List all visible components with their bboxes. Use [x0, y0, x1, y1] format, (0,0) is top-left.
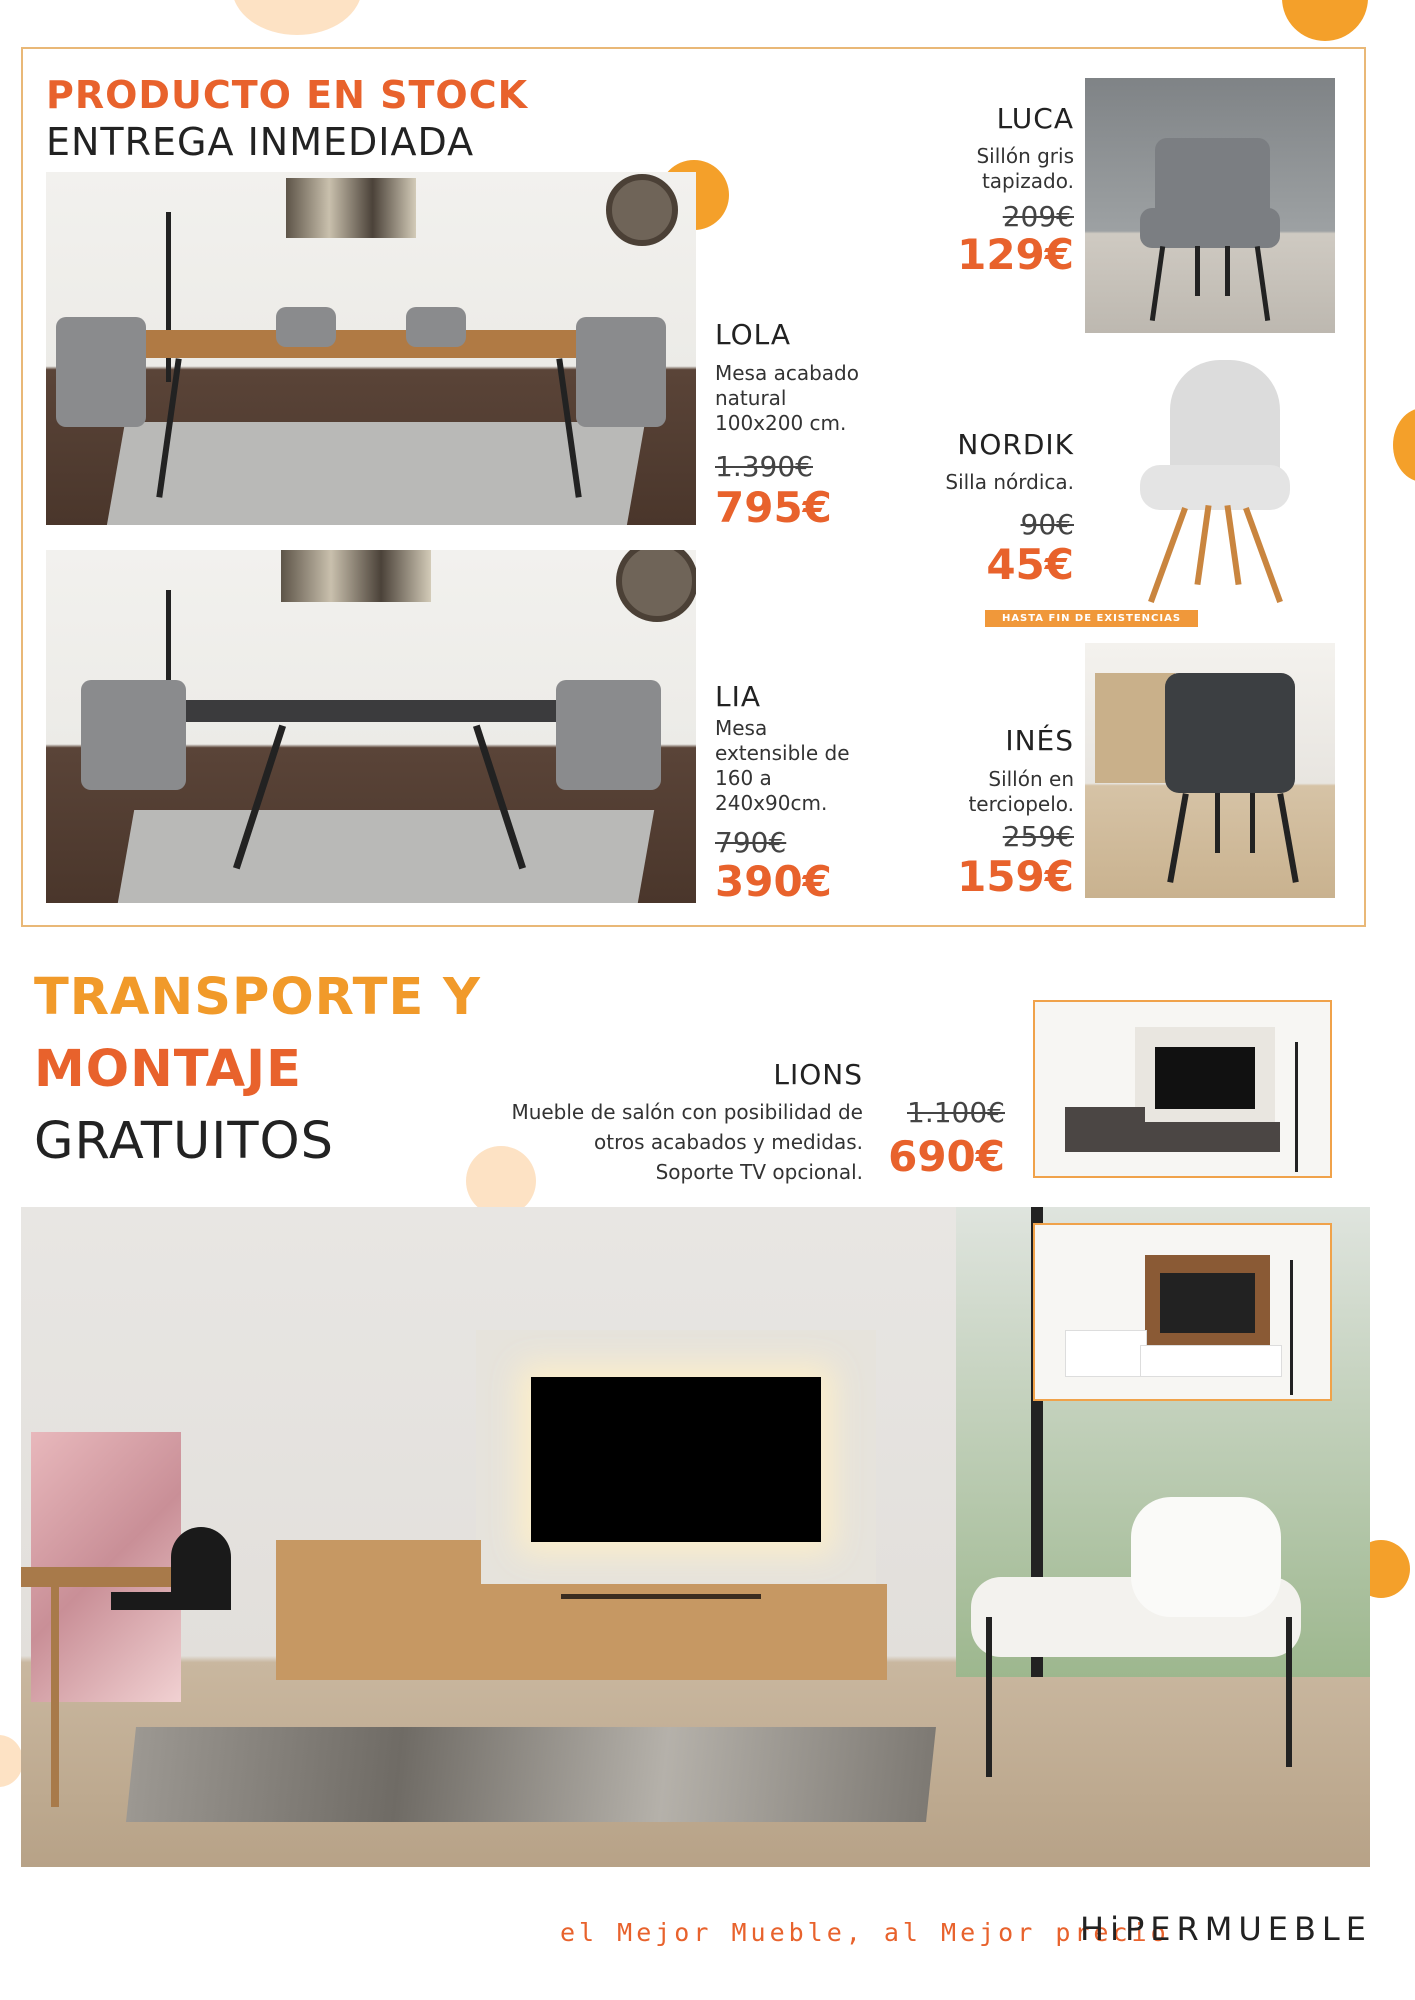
nordik-old-price: 90€ [1020, 508, 1074, 541]
lions-variant-white-photo [1033, 1223, 1332, 1401]
decor-circle [1282, 0, 1368, 41]
brand-logo: HiPERMUEBLE [1080, 1910, 1372, 1948]
nordik-chair-photo [1110, 355, 1315, 615]
transport-title: TRANSPORTE Y [34, 968, 481, 1027]
nordik-name: NORDIK [957, 428, 1074, 461]
luca-new-price: 129€ [957, 230, 1074, 279]
luca-chair-photo [1085, 78, 1335, 333]
montaje-title: MONTAJE [34, 1040, 302, 1099]
decor-circle [0, 1735, 23, 1787]
ines-new-price: 159€ [957, 852, 1074, 901]
lions-name: LIONS [773, 1058, 863, 1091]
stock-subtitle: ENTREGA INMEDIADA [46, 120, 475, 164]
lola-name: LOLA [715, 318, 792, 351]
lions-variant-dark-photo [1033, 1000, 1332, 1178]
ines-chair-photo [1085, 643, 1335, 898]
lia-table-photo [46, 550, 696, 903]
lions-description: Mueble de salón con posibilidad de otros acabados y medidas. Soporte TV opcional. [511, 1100, 863, 1184]
lola-old-price: 1.390€ [715, 450, 813, 483]
lola-table-photo [46, 172, 696, 525]
footer-slogan: el Mejor Mueble, al Mejor precio [560, 1918, 1170, 1947]
lola-new-price: 795€ [715, 483, 832, 532]
lia-new-price: 390€ [715, 857, 832, 906]
ines-description: Sillón en terciopelo. [968, 767, 1074, 816]
stock-title: PRODUCTO EN STOCK [46, 73, 529, 117]
decor-circle [232, 0, 362, 35]
lia-old-price: 790€ [715, 826, 787, 859]
lions-old-price: 1.100€ [907, 1096, 1005, 1129]
lola-description: Mesa acabado natural 100x200 cm. [715, 361, 859, 435]
stock-limited-badge: HASTA FIN DE EXISTENCIAS [985, 610, 1198, 627]
luca-description: Sillón gris tapizado. [976, 144, 1074, 193]
gratuitos-title: GRATUITOS [34, 1112, 335, 1171]
lia-description: Mesa extensible de 160 a 240x90cm. [715, 716, 850, 815]
lia-name: LIA [715, 680, 762, 713]
ines-old-price: 259€ [1002, 820, 1074, 853]
nordik-description: Silla nórdica. [945, 470, 1074, 494]
nordik-new-price: 45€ [986, 540, 1074, 589]
luca-name: LUCA [996, 102, 1074, 135]
lions-new-price: 690€ [888, 1132, 1005, 1181]
ines-name: INÉS [1005, 724, 1074, 757]
luca-old-price: 209€ [1002, 200, 1074, 233]
decor-circle [1393, 408, 1415, 482]
